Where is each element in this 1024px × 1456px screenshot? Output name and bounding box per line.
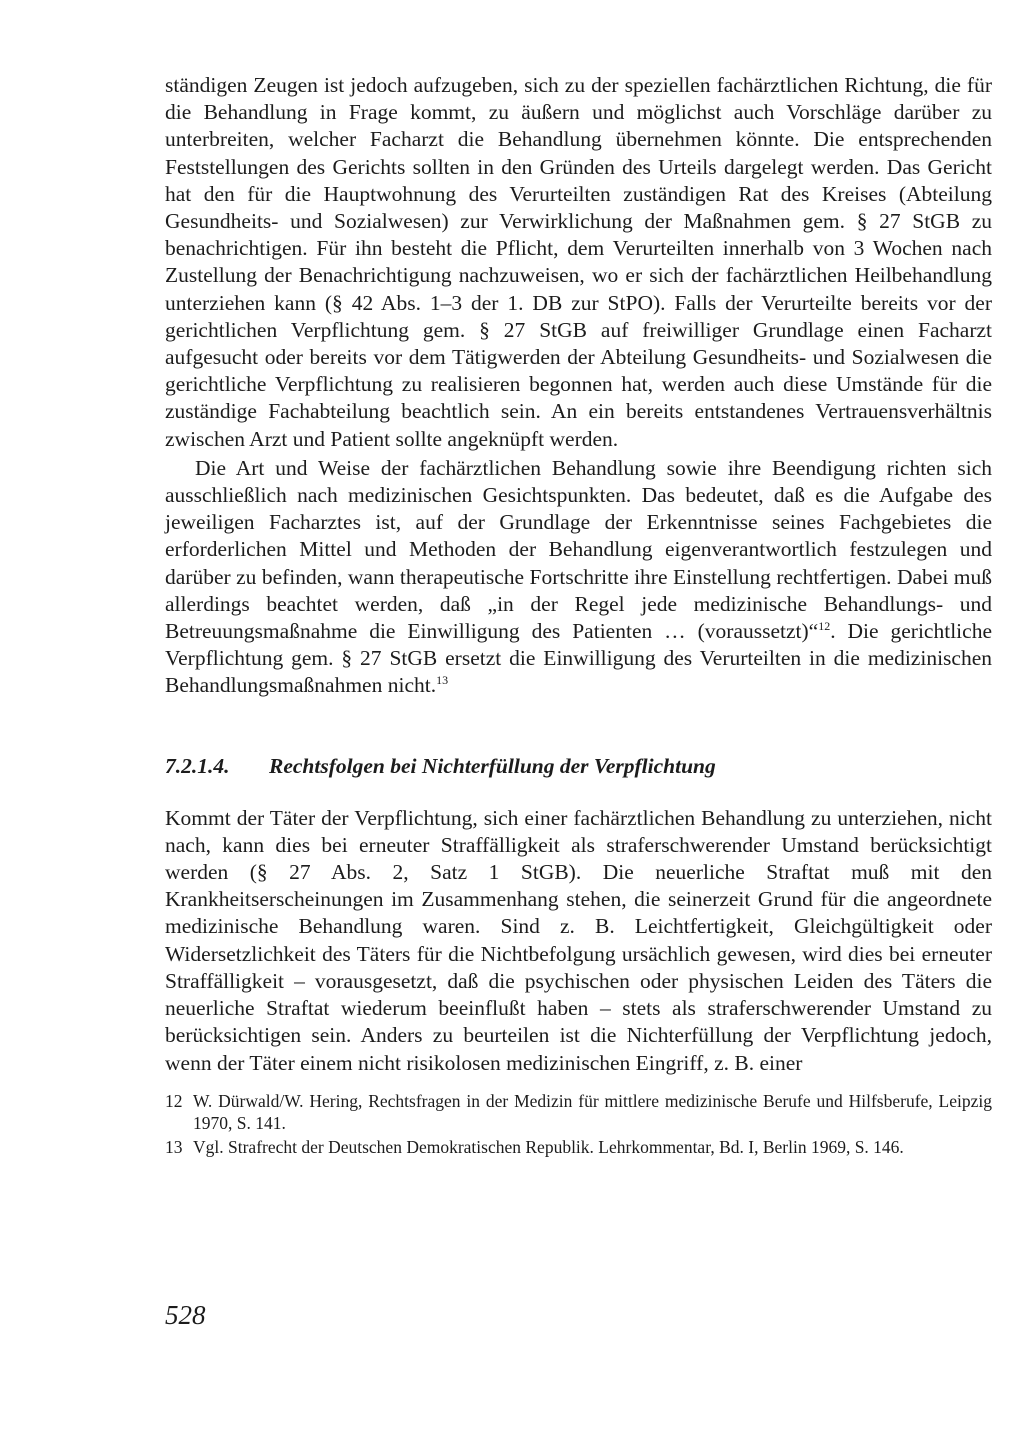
paragraph-continued: ständigen Zeugen ist jedoch aufzugeben, sich zu der speziellen fachärztlichen Richtung, die für die Behandlung in Frage kommt, zu äußern und möglichst auch Vorschläge darüber zu unterbreiten, welcher Facharzt die Behandlung übernehmen könnte. Die entsprechenden Feststellungen des Gerichts sollten in den Gründen des Urteils dargelegt werden. Das Gericht hat den für die Hauptwohnung des Verurteilten zuständigen Rat des Kreises (Abteilung Gesundheits- und Sozialwesen) zur Verwirklichung der Maßnahmen gem. § 27 StGB zu benachrichtigen. Für ihn besteht die Pflicht, dem Verurteilten innerhalb von 3 Wochen nach Zustellung der Benachrichtigung nachzuweisen, wo er sich der fachärztlichen Heilbehandlung unterziehen kann (§ 42 Abs. 1–3 der 1. DB zur StPO). Falls der Verurteilte bereits vor der gerichtlichen Verpflichtung gem. § 27 StGB auf freiwilliger Grundlage einen Facharzt aufgesucht oder bereits vor dem Tätigwerden der Abteilung Gesundheits- und Sozialwesen die gerichtliche Verpflichtung zu realisieren begonnen hat, werden auch diese Umstände für die zuständige Fachabteilung beachtlich sein. An ein bereits entstandenes Vertrauensverhältnis zwischen Arzt und Patient sollte angeknüpft werden. bbox=[165, 73, 992, 451]
paragraph-text: . Die gerichtliche Verpflichtung gem. § 27 StGB ersetzt die Einwilligung des Verurteilten in die medizinischen Behandlungsmaßnahmen nicht. bbox=[165, 619, 992, 698]
section-heading bbox=[165, 753, 992, 780]
page-body bbox=[165, 70, 992, 1158]
paragraph-treatment bbox=[165, 455, 992, 700]
paragraph-consequences: Kommt der Täter der Verpflichtung, sich einer fachärztlichen Behandlung zu unterziehen, nicht nach, kann dies bei erneuter Straffälligkeit als straferschwerender Umstand berücksichtigt werden (§ 27 Abs. 2, Satz 1 StGB). Die neuerliche Straftat muß mit den Krankheitserscheinungen im Zusammenhang stehen, die seinerzeit Grund für die angeordnete medizinische Behandlung waren. Sind z. B. Leichtfertigkeit, Gleichgültigkeit oder Widersetzlichkeit des Täters für die Nichtbefolgung ursächlich gewesen, wird dies bei erneuter Straffälligkeit – vorausgesetzt, daß die psychischen oder physischen Leiden des Täters die neuerliche Straftat wiederum beeinflußt haben – stets als straferschwerender Umstand zu berücksichtigen sein. Anders zu beurteilen ist die Nichterfüllung der Verpflichtung jedoch, wenn der Täter einem nicht risikolosen medizinischen Eingriff, z. B. einer bbox=[165, 805, 992, 1075]
footnotes bbox=[165, 1090, 992, 1158]
footnote-12 bbox=[165, 1090, 992, 1134]
page-number: 528 bbox=[165, 1300, 206, 1330]
footnote-ref-12[interactable]: 12 bbox=[818, 619, 831, 634]
footnote-number: 12 bbox=[165, 1090, 183, 1111]
footnote-text: W. Dürwald/W. Hering, Rechtsfragen in der Medizin für mittlere medizinische Berufe und Hilfsberufe, Leipzig 1970, S. 141. bbox=[193, 1090, 992, 1133]
footnote-13 bbox=[165, 1136, 992, 1158]
section-title: Rechtsfolgen bei Nichterfüllung der Verpflichtung bbox=[269, 753, 716, 778]
section-number: 7.2.1.4. bbox=[165, 753, 230, 778]
footnote-text: Vgl. Strafrecht der Deutschen Demokratischen Republik. Lehrkommentar, Bd. I, Berlin 1969, S. 146. bbox=[193, 1136, 904, 1157]
footnote-number: 13 bbox=[165, 1136, 183, 1157]
paragraph-text: Die Art und Weise der fachärztlichen Behandlung sowie ihre Beendigung richten sich ausschließlich nach medizinischen Gesichtspunkten. Das bedeutet, daß es die Aufgabe des jeweiligen Facharztes ist, auf der Grundlage der Erkenntnisse seines Fachgebietes die erforderlichen Mittel und Methoden der Behandlung eigenverantwortlich festzulegen und darüber zu befinden, wann therapeutische Fortschritte ihre Einstellung rechtfertigen. Dabei muß allerdings beachtet werden, daß „in der Regel jede medizinische Behandlungs- und Betreuungsmaßnahme die Einwilligung des Patienten … (voraussetzt)“ bbox=[165, 455, 992, 644]
footnote-ref-13[interactable]: 13 bbox=[436, 673, 449, 688]
